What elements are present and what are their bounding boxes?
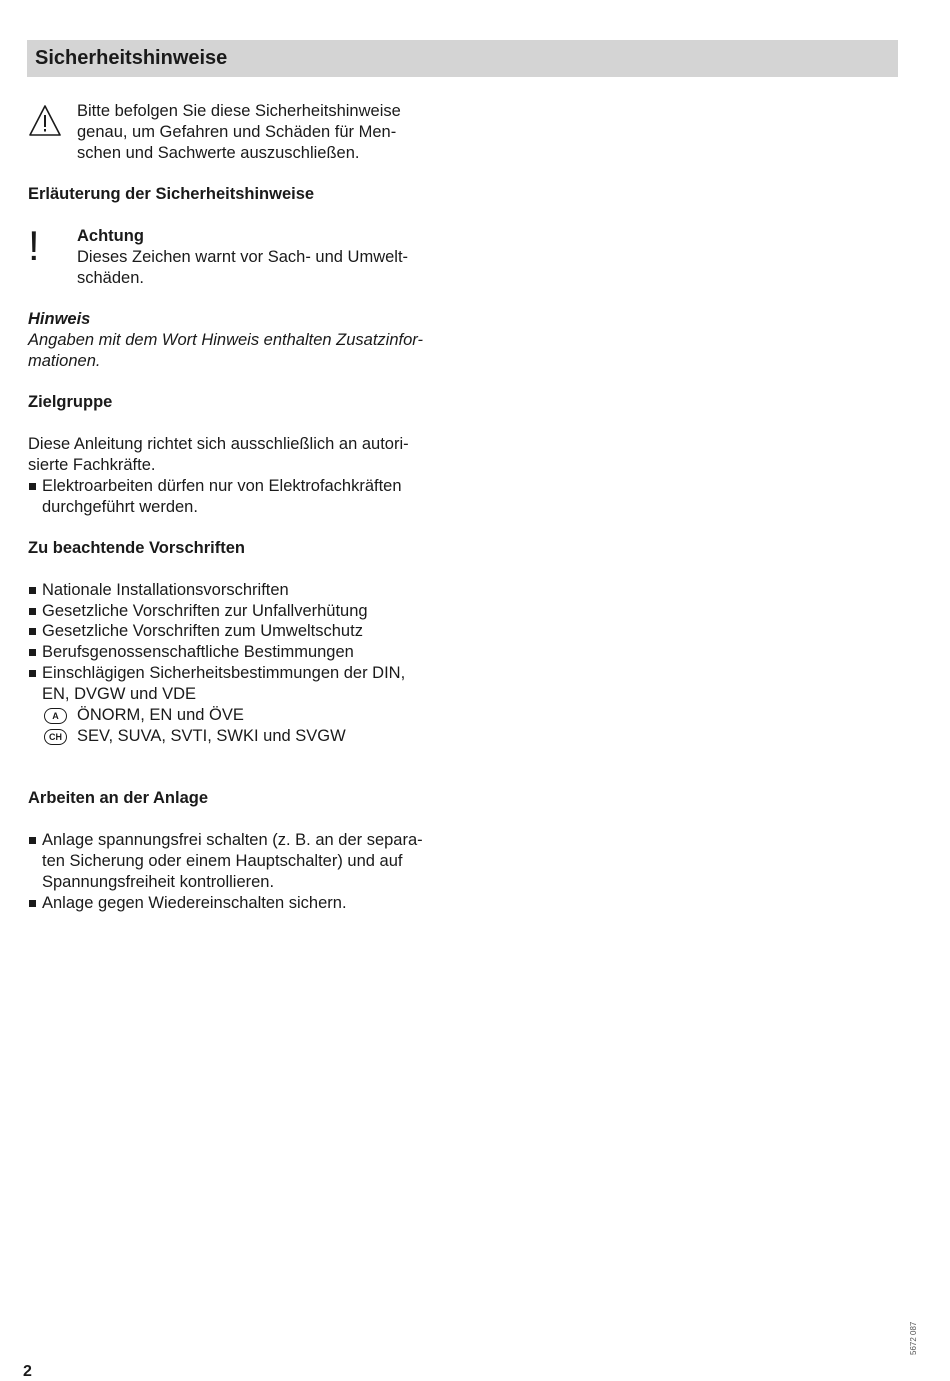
zielgruppe-line: sierte Fachkräfte. <box>28 456 156 474</box>
warning-triangle-icon <box>28 104 62 138</box>
country-badge-icon: A <box>44 708 67 724</box>
zielgruppe-line: Diese Anleitung richtet sich ausschließlich an autori- <box>28 435 409 453</box>
bullet-square-icon <box>29 837 36 844</box>
exclamation-icon: ! <box>28 222 40 269</box>
bullet-square-icon <box>29 649 36 656</box>
bullet-square-icon <box>29 900 36 907</box>
bullet-square-icon <box>29 608 36 615</box>
country-badge-icon: CH <box>44 729 67 745</box>
section-heading-vorschriften: Zu beachtende Vorschriften <box>28 539 245 557</box>
document-code: 5672 087 <box>909 1321 918 1355</box>
page-number: 2 <box>23 1363 32 1380</box>
hinweis-line: Angaben mit dem Wort Hinweis enthalten Zusatzinfor- <box>28 331 423 349</box>
section-header-bar <box>27 40 898 77</box>
intro-line: Bitte befolgen Sie diese Sicherheitshinweise <box>77 102 401 120</box>
bullet-square-icon <box>29 483 36 490</box>
section-heading-anlage: Arbeiten an der Anlage <box>28 789 209 807</box>
intro-line: genau, um Gefahren und Schäden für Men- <box>77 123 397 141</box>
achtung-line: Dieses Zeichen warnt vor Sach- und Umwelt- <box>77 248 409 266</box>
intro-line: schen und Sachwerte auszuschließen. <box>77 144 360 162</box>
hinweis-title: Hinweis <box>28 310 91 328</box>
page-title: Sicherheitshinweise <box>35 47 228 69</box>
bullet-square-icon <box>29 670 36 677</box>
section-heading-erlaeuterung: Erläuterung der Sicherheitshinweise <box>28 185 315 203</box>
achtung-title: Achtung <box>77 227 144 245</box>
bullet-square-icon <box>29 628 36 635</box>
bullet-square-icon <box>29 587 36 594</box>
hinweis-line: mationen. <box>28 352 101 370</box>
achtung-line: schäden. <box>77 269 144 287</box>
section-heading-zielgruppe: Zielgruppe <box>28 393 113 411</box>
